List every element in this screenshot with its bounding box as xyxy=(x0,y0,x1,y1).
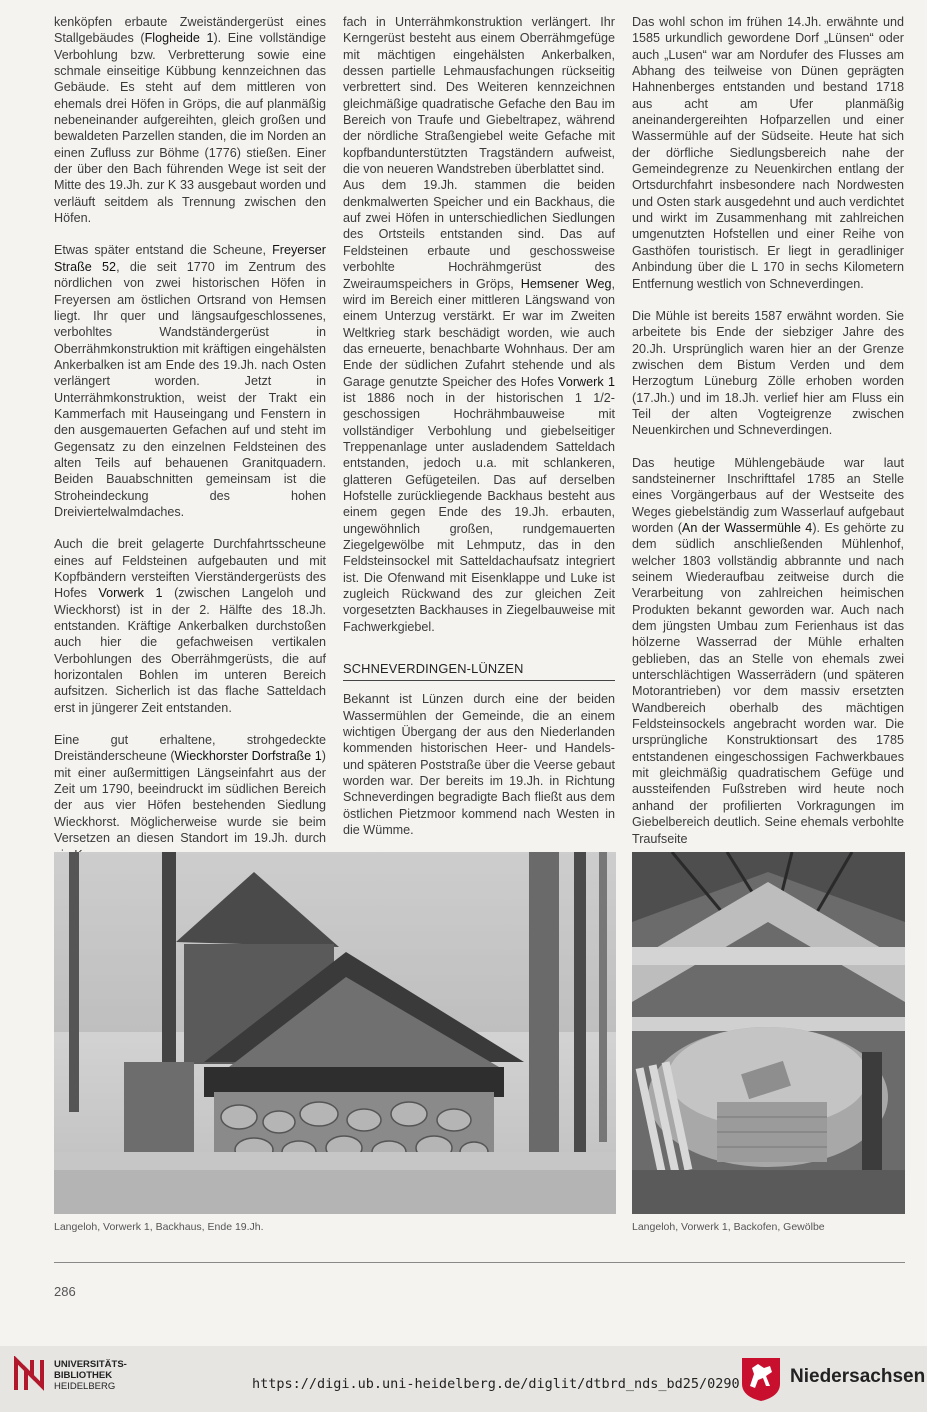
address-reference: Freyerser Straße 52 xyxy=(54,243,326,274)
photo-backofen-illustration xyxy=(632,852,905,1214)
paragraph: kenköpfen erbaute Zweiständergerüst eines Stallgebäudes (Flogheide 1). Eine vollständige Verbohlung bzw. Verbretterung sowie eine schmale einseitige Kübbung kennzeichnen das Gebäude. Es steht auf dem mittleren von ehemals drei Höfen in Gröps, die auf planmäßig nebeneinander aufgereihten, gleich großen und bewaldeten Parzellen standen, die im Norden an einen Zufluss zur Böhme (1776) stießen. Einer der über den Bach führenden Wege ist seit der Mitte des 19.Jh. zur K 33 ausgebaut worden und verläuft seitdem als Trennung zwischen den Höfen. xyxy=(54,15,326,226)
paragraph: fach in Unterrähmkonstruktion verlängert. Ihr Kerngerüst besteht aus einem Oberrähmgefüge mit mächtigen eingehälsten Ankerbalken, dessen partielle Lehmausfachungen rückseitig verbrettert sind. Des Weiteren kennzeichnen gleichmäßige quadratische Gefache den Bau im Bereich von Traufe und Giebeltrapez, während der nördliche Straßengiebel weite Gefache mit kopfbandunterstützten Tragständern aufweist, die von neueren Wandstreben überblattet sind. xyxy=(343,15,615,177)
photo-caption: Langeloh, Vorwerk 1, Backhaus, Ende 19.Jh. xyxy=(54,1221,264,1233)
partner-name: Niedersachsen xyxy=(790,1366,926,1387)
text-column-3 xyxy=(632,14,904,847)
page-number: 286 xyxy=(54,1284,76,1299)
text-column-1 xyxy=(54,14,326,863)
paragraph: Das heutige Mühlengebäude war laut sandsteinerner Inschrifttafel 1785 an Stelle eines Vorgängerbaus auf der Westseite des Weges giebelständig zum Wasserlauf aufgebaut worden (An der Wassermühle 4). Es gehörte zu dem südlich anschließenden Mühlenhof, welcher 1803 vollständig abbrannte und nach seinem Wiederaufbau zeitweise durch die Verarbeitung von zahlreichen heimischen Produkten bekannt geworden war. Auch nach dem jüngsten Umbau zum Ferienhaus ist das hölzerne Wasserrad der Mühle erhalten geblieben, das an Stelle von ehemals zwei unterschlächtigen Wasserrädern (und späteren Motorantrieben) vor dem massiv ersetzten Wandbereich oberhalb des mächtigen Feldsteinsockels angebracht worden war. Die ursprüngliche Konstruktionsart des 1785 entstandenen eingeschossigen Fachwerkbaues mit gleichmäßig quadratischem Gefüge und aussteifenden Fußstreben wird heute noch anhand der profilierten Vorkragungen im Giebelbereich deutlich. Seine ehemals verbohlte Traufseite xyxy=(632,455,905,846)
photo-backhaus xyxy=(54,852,616,1214)
paragraph: Aus dem 19.Jh. stammen die beiden denkmalwerten Speicher und ein Backhaus, die auf zwei Höfen in unterschiedlichen Siedlungen des Ortsteils entstanden sind. Das auf Feldsteinen erbaute und geschossweise verbohlte Hochrähmgerüst des Zweiraumspeichers in Gröps, Hemsener Weg, wird im Bereich einer mittleren Längswand von einem Unterzug verstärkt. Er war im Zweiten Weltkrieg stark beschädigt worden, wie auch das erneuerte, benachbarte Wohnhaus. Der am Ende der südlichen Zufahrt stehende und als Garage genutzte Speicher des Hofes Vorwerk 1 ist 1886 noch in der historischen 1 1/2-geschossigen Hochrähmbauweise mit vollständiger Verbohlung und giebelseitiger Treppenanlage unter ausladendem Satteldach entstanden, jedoch u.a. mit schlankeren, glatteren Gefügeteilen. Das auf derselben Hofstelle zurückliegende Backhaus besteht aus einem gegen Ende des 19.Jh. erbauten, ungewöhnlich großen, rundgemauerten Ziegelgewölbe mit Lehmputz, das in den Feldsteinsockel mit Satteldachaufsatz integriert ist. Die Ofenwand mit Eisenklappe und Luke ist zugleich Rückwand des zur gleichen Zeit vorgesetzten Backhauses in Ziegelbauweise mit Fachwerkgiebel. xyxy=(343,178,615,634)
footer-rule xyxy=(54,1262,905,1263)
text-column-2 xyxy=(343,14,615,839)
section-heading: SCHNEVERDINGEN-LÜNZEN xyxy=(343,661,615,681)
library-name xyxy=(54,1359,127,1392)
address-reference: Vorwerk 1 xyxy=(558,374,615,389)
ub-heidelberg-logo-icon xyxy=(12,1356,50,1394)
paragraph: Bekannt ist Lünzen durch eine der beiden Wassermühlen der Gemeinde, die an einem wichtigen Übergang der aus den Niederlanden kommenden historischen Heer- und Handels- und späteren Poststraße über die Veerse gebaut worden war. Der bereits im 19.Jh. in Richtung Schneverdingen begradigte Bach fließt aus dem östlichen Pietzmoor kommend nach Westen in die Wümme. xyxy=(343,692,615,838)
address-reference: Flogheide 1 xyxy=(144,31,214,46)
paragraph: Etwas später entstand die Scheune, Freyerser Straße 52, die seit 1770 im Zentrum des nördlichen von zwei historischen Höfen in Freyersen am östlichen Ortsrand von Hemsen liegt. Ihr quer und längsaufgeschlossenes, verbohltes Wandständergerüst in Oberrähmkonstruktion mit kräftigen eingehälsten Ankerbalken ist am Ende des 19.Jh. nach Osten verlängert worden. Jetzt in Unterrähmkonstruktion, weist der Trakt ein Kammerfach mit Hauseingang und Fenstern in den ausgemauerten Gefachen auf und steht im Gegensatz zu den einzelnen Feldsteinen des alten Teils auf behauenen Granitquadern. Beiden Bauabschnitten gemeinsam ist die Stroheindeckung des hohen Dreiviertelwalmdaches. xyxy=(54,243,326,519)
address-reference: Vorwerk 1 xyxy=(98,586,163,601)
paragraph: Das wohl schon im frühen 14.Jh. erwähnte und 1585 urkundlich gewordene Dorf „Lünsen“ oder auch „Lusen“ war am Nordufer des Flusses am Abhang des teilweise von Dünen geprägten Hahnenberges entstanden und bestand 1718 aus acht am Ufer planmäßig aneinandergereihten Hofparzellen und einer Wassermühle auf der Südseite. Heute hat sich der dörfliche Siedlungsbereich nahe der Gemeindegrenze zu Neuenkirchen entlang der Ortsdurchfahrt insbesondere nach Nordwesten und Osten stark ausgedehnt und auch verdichtet und wirkt im Zusammenhang mit zahlreichen umgenutzten Hofstellen und einer Reihe von Gasthöfen touristisch. Er liegt in geradliniger Anbindung über die L 170 in sechs Kilometern Entfernung westlich von Schneverdingen. xyxy=(632,15,904,291)
niedersachsen-horse-icon xyxy=(740,1356,782,1402)
address-reference: Wieckhorster Dorfstraße 1 xyxy=(174,749,322,764)
photo-backhaus-illustration xyxy=(54,852,616,1214)
library-name-line: HEIDELBERG xyxy=(54,1381,116,1392)
paragraph: Die Mühle ist bereits 1587 erwähnt worden. Sie arbeitete bis Ende der siebziger Jahre des 20.Jh. Ursprünglich waren hier an der Grenze zwischen dem Bistum Verden und dem Herzogtum Lüneburg Zölle erhoben worden (17.Jh.) und im 18.Jh. verlief hier am Fluss ein Teil der alten Vogteigrenze zwischen Neuenkirchen und Schneverdingen. xyxy=(632,308,904,438)
photo-backofen xyxy=(632,852,905,1214)
library-name-line: UNIVERSITÄTS- xyxy=(54,1359,127,1370)
paragraph: Eine gut erhaltene, strohgedeckte Dreiständerscheune (Wieckhorster Dorfstraße 1) mit einer außermittigen Längseinfahrt aus der Zeit um 1790, beeindruckt im südlichen Bereich der aus vier Höfen bestehenden Siedlung Wieckhorst. Möglicherweise wurde sie beim Versetzen an diesen Standort im 19.Jh. durch xyxy=(54,733,326,846)
paragraph: Auch die breit gelagerte Durchfahrtsscheune eines auf Feldsteinen aufgebauten und mit Kopfbändern versteiften Vierständergerüsts des Hofes Vorwerk 1 (zwischen Langeloh und Wieckhorst) ist in der 2. Hälfte des 18.Jh. entstanden. Kräftige Ankerbalken durchstoßen auch hier die gefachweisen vertikalen Verbohlungen des Oberrähmgerüsts, die auf horizontalen Bohlen im unteren Bereich aufsitzen. Sicherlich ist das flache Satteldach erst in jüngerer Zeit entstanden. xyxy=(54,537,326,715)
address-reference: An der Wassermühle 4 xyxy=(681,520,813,535)
photo-caption: Langeloh, Vorwerk 1, Backofen, Gewölbe xyxy=(632,1221,825,1233)
library-name-line: BIBLIOTHEK xyxy=(54,1370,113,1381)
source-url[interactable]: https://digi.ub.uni-heidelberg.de/diglit/dtbrd_nds_bd25/0290 xyxy=(252,1376,740,1392)
address-reference: Hemsener Weg xyxy=(520,276,612,291)
digitization-footer xyxy=(0,1346,927,1412)
